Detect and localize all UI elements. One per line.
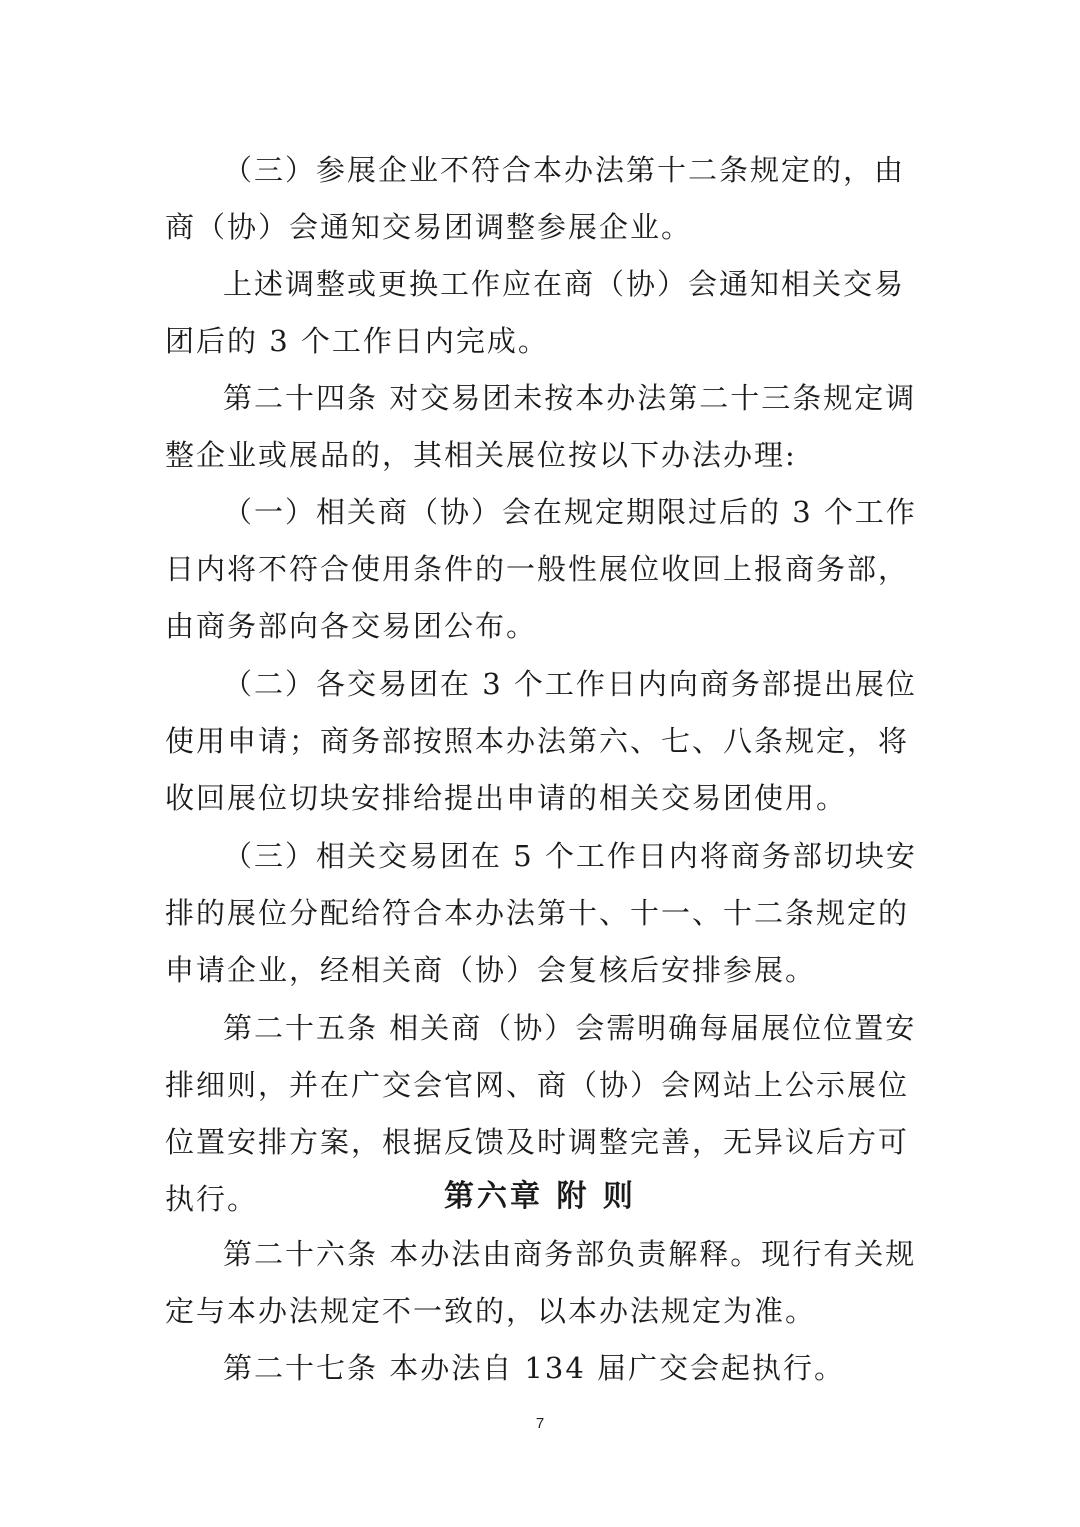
chapter-heading: 第六章 附 则 [444, 1179, 636, 1214]
paragraph-article-24-item-1: （一）相关商（协）会在规定期限过后的 3 个工作日内将不符合使用条件的一般性展位收回上报商务部，由商务部向各交易团公布。 [165, 495, 917, 643]
paragraph-article-23-item-3: （三）参展企业不符合本办法第十二条规定的，由商（协）会通知交易团调整参展企业。 [165, 153, 906, 244]
paragraph-adjustment-deadline: 上述调整或更换工作应在商（协）会通知相关交易团后的 3 个工作日内完成。 [165, 267, 906, 358]
paragraph-article-25: 第二十五条 相关商（协）会需明确每届展位位置安排细则，并在广交会官网、商（协）会网站上公示展位位置安排方案，根据反馈及时调整完善，无异议后方可执行。 [165, 1011, 917, 1216]
paragraph-article-26: 第二十六条 本办法由商务部负责解释。现行有关规定与本办法规定不一致的，以本办法规定为准。 [165, 1237, 917, 1328]
paragraph-article-24-item-2: （二）各交易团在 3 个工作日内向商务部提出展位使用申请；商务部按照本办法第六、七、八条规定，将收回展位切块安排给提出申请的相关交易团使用。 [165, 667, 917, 815]
page-number: 7 [535, 1415, 545, 1432]
paragraph-article-27: 第二十七条 本办法自 134 届广交会起执行。 [223, 1351, 846, 1385]
paragraph-article-24: 第二十四条 对交易团未按本办法第二十三条规定调整企业或展品的，其相关展位按以下办法办理: [165, 381, 917, 472]
paragraph-article-24-item-3: （三）相关交易团在 5 个工作日内将商务部切块安排的展位分配给符合本办法第十、十一、十二条规定的申请企业，经相关商（协）会复核后安排参展。 [165, 839, 917, 987]
